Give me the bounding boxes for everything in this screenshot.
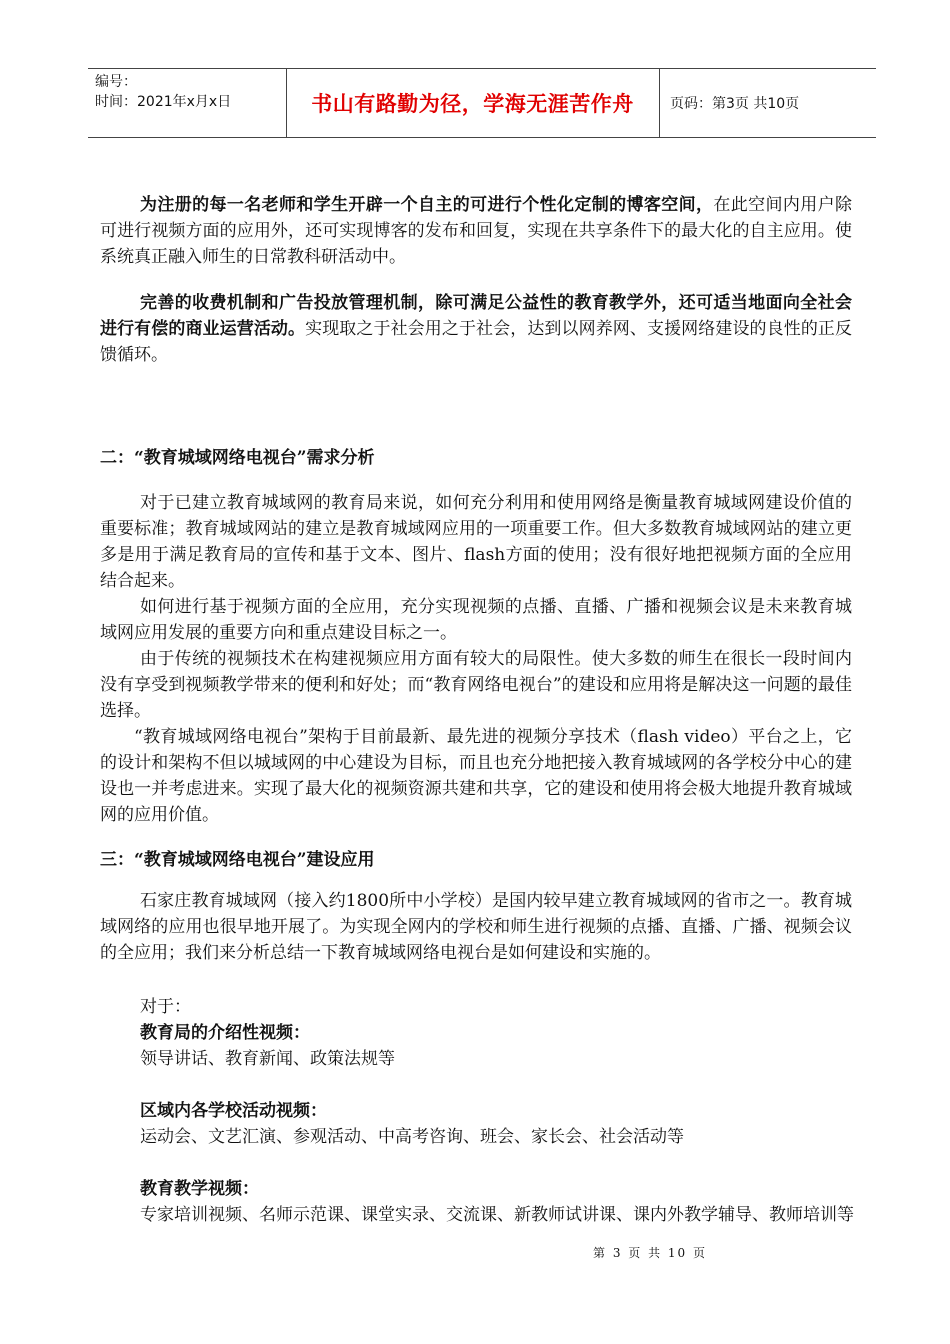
video-category-list — [140, 994, 860, 1228]
section-heading: 二：“教育城域网络电视台”需求分析 — [100, 448, 375, 468]
paragraph-text: 实现取之于社会用之于社会，达到以网养网、支援网络建设的良性的正反馈循环。 — [100, 319, 853, 365]
page-footer: 第 3 页 共 10 页 — [593, 1246, 707, 1260]
section-heading: 三：“教育城域网络电视台”建设应用 — [100, 850, 375, 870]
list-item — [140, 1176, 860, 1228]
paragraph-text: 石家庄教育城域网（接入约1800所中小学校）是国内较早建立教育城域网的省市之一。教育城域网络的应用也很早地开展了。为实现全网内的学校和师生进行视频的点播、直播、广播、视频会议的全应用；我们来分析总结一下教育城域网络电视台是如何建设和实施的。 — [100, 891, 852, 963]
paragraph-text: 由于传统的视频技术在构建视频应用方面有较大的局限性。使大多数的师生在很长一段时间内没有享受到视频教学带来的便利和好处；而“教育网络电视台”的建设和应用将是解决这一问题的最佳选择。 — [100, 649, 852, 721]
list-item-title: 教育教学视频： — [140, 1179, 259, 1199]
paragraph-billing — [100, 290, 852, 368]
number-label: 编号： — [95, 74, 137, 90]
paragraph-blog-space — [100, 192, 852, 270]
header-page-label: 页码：第3页 共10页 — [670, 96, 800, 112]
list-item-content: 领导讲话、教育新闻、政策法规等 — [140, 1049, 395, 1069]
header-divider — [659, 69, 660, 137]
paragraph-bold-lead: 完善的收费机制和广告投放管理机制，除可满足公益性的教育教学外，还可适当地面向全社会进行有偿的商业运营活动。 — [100, 293, 852, 339]
time-label: 时间：2021年x月x日 — [95, 94, 232, 110]
paragraph-text: 在此空间内用户除可进行视频方面的应用外，还可实现博客的发布和回复，实现在共享条件下的最大化的自主应用。使系统真正融入师生的日常教科研活动中。 — [100, 195, 852, 267]
paragraph-bold-lead: 为注册的每一名老师和学生开辟一个自主的可进行个性化定制的博客空间， — [140, 195, 714, 215]
list-intro: 对于： — [140, 997, 191, 1017]
paragraph-text: 如何进行基于视频方面的全应用，充分实现视频的点播、直播、广播和视频会议是未来教育城域网应用发展的重要方向和重点建设目标之一。 — [100, 597, 852, 643]
list-item-title: 教育局的介绍性视频： — [140, 1023, 310, 1043]
header-motto: 书山有路勤为径，学海无涯苦作舟 — [311, 92, 634, 116]
paragraph-text: “教育城域网络电视台”架构于目前最新、最先进的视频分享技术（flash video）平台之上，它的设计和架构不但以城域网的中心建设为目标，而且也充分地把接入教育城域网的各学校分中心的建设也一并考虑进来。实现了最大化的视频资源共建和共享，它的建设和使用将会极大地提升教育城域网的应用价值。 — [100, 727, 852, 825]
header-meta — [95, 72, 285, 112]
list-item-content: 专家培训视频、名师示范课、课堂实录、交流课、新教师试讲课、课内外教学辅导、教师培训等 — [140, 1205, 854, 1225]
page-header — [88, 68, 876, 138]
list-item-title: 区域内各学校活动视频： — [140, 1101, 327, 1121]
list-item — [140, 1098, 860, 1150]
list-item — [140, 1020, 860, 1072]
list-item-content: 运动会、文艺汇演、参观活动、中高考咨询、班会、家长会、社会活动等 — [140, 1127, 684, 1147]
paragraph-text: 对于已建立教育城域网的教育局来说，如何充分利用和使用网络是衡量教育城域网建设价值的重要标准；教育城域网站的建立是教育城域网应用的一项重要工作。但大多数教育城域网站的建立更多是用于满足教育局的宣传和基于文本、图片、flash方面的使用；没有很好地把视频方面的全应用结合起来。 — [100, 493, 852, 591]
